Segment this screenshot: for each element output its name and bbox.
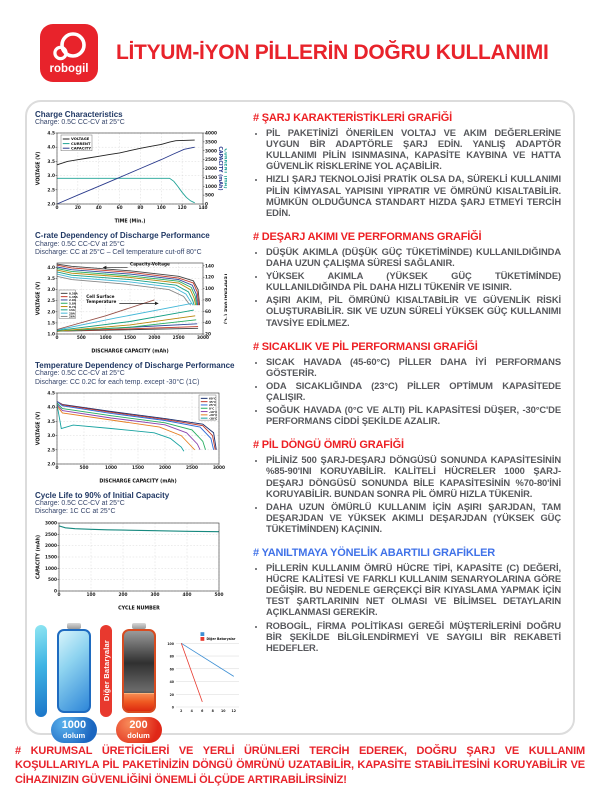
svg-text:4.0: 4.0 <box>47 146 55 152</box>
svg-text:60°C: 60°C <box>209 396 217 401</box>
svg-text:Capacity-Voltage: Capacity-Voltage <box>130 261 170 267</box>
svg-text:100: 100 <box>156 206 166 212</box>
svg-text:2000: 2000 <box>148 336 161 342</box>
svg-text:1000: 1000 <box>45 566 57 572</box>
section-5 <box>253 547 561 653</box>
svg-text:3000: 3000 <box>213 466 225 472</box>
svg-text:500: 500 <box>205 194 214 200</box>
svg-text:CYCLE NUMBER: CYCLE NUMBER <box>118 606 160 611</box>
depleted-battery-graphic <box>122 629 156 713</box>
svg-text:2500: 2500 <box>205 158 217 164</box>
footer-note: # KURUMSAL ÜRETİCİLERİ VE YERLİ ÜRÜNLERİ TERCİH EDEREK, DOĞRU ŞARJ VE KULLANIM KOŞULLARIYLA PİL PAKETİNİZİN DÖNGÜ ÖMRÜNÜ UZATABİLİR, KAPASİTE STABİLİTESİNİ KORUYABİLİR VE CİHAZINIZIN GÜVENLİĞİNİ ÖNEMLİ ÖLÇÜDE ARTIRABİLİRSİNİZ! <box>15 745 585 786</box>
svg-text:45°C: 45°C <box>209 399 217 404</box>
svg-text:20: 20 <box>74 206 81 212</box>
chart-title: C-rate Dependency of Discharge Performance <box>35 231 210 241</box>
cycle-life-chart <box>35 519 227 611</box>
svg-text:2.5: 2.5 <box>47 299 55 305</box>
svg-text:1.45A: 1.45A <box>69 295 78 300</box>
chart-subtitle: Charge: 0.5C CC-CV at 25°C <box>35 500 125 508</box>
svg-text:0: 0 <box>55 466 59 472</box>
svg-text:0: 0 <box>55 206 59 212</box>
svg-text:80: 80 <box>137 206 144 212</box>
chart-subtitle: Discharge: CC 0.2C for each temp. except -30°C (1C) <box>35 378 200 386</box>
svg-text:5.8A: 5.8A <box>69 301 76 306</box>
bullet-list <box>253 562 561 653</box>
low-charge-fill <box>124 693 154 711</box>
bullet-list <box>253 454 561 534</box>
svg-text:2500: 2500 <box>186 466 198 472</box>
svg-text:120: 120 <box>177 206 187 212</box>
svg-text:VOLTAGE: VOLTAGE <box>71 137 90 142</box>
svg-text:1500: 1500 <box>45 555 57 561</box>
svg-text:2.0: 2.0 <box>47 202 55 208</box>
chart-canvas <box>35 389 243 484</box>
chart-subtitle: Charge: 0.5C CC-CV at 25°C <box>35 370 125 378</box>
svg-text:1.5: 1.5 <box>47 321 55 327</box>
svg-text:CAPACITY: CAPACITY <box>71 146 92 151</box>
section-2 <box>253 231 561 328</box>
svg-text:CURRENT (mA): CURRENT (mA) <box>222 148 227 190</box>
svg-text:26A: 26A <box>69 314 75 319</box>
svg-text:1500: 1500 <box>124 336 136 342</box>
bullet-item: • AŞIRI AKIM, PİL ÖMRÜNÜ KISALTABİLİR VE GÜVENLİK RİSKİ OLUŞTURABİLİR. SIK VE UZUN SÜRELİ YÜKSEK GÜÇ KULLANIMI TAVSİYE EDİLMEZ. <box>266 294 561 327</box>
section-heading: # SICAKLIK VE PİL PERFORMANSI GRAFİĞİ <box>253 340 478 353</box>
chart-subtitle: Charge: 0.5C CC-CV at 25°C <box>35 240 125 248</box>
svg-text:3.0: 3.0 <box>47 288 55 294</box>
svg-text:60: 60 <box>116 206 123 212</box>
chart-title: Cycle Life to 90% of Initial Capacity <box>35 490 170 500</box>
battery-capsule-graphic <box>35 625 47 717</box>
good-cycles-value: 1000 <box>61 718 87 731</box>
svg-text:0.58A: 0.58A <box>69 291 78 296</box>
svg-text:0°C: 0°C <box>209 406 215 411</box>
section-3 <box>253 341 561 427</box>
chart-block-3 <box>35 491 243 611</box>
svg-text:4000: 4000 <box>205 131 217 137</box>
svg-text:6: 6 <box>201 708 204 713</box>
svg-text:100: 100 <box>167 641 174 646</box>
svg-text:0: 0 <box>205 202 208 208</box>
chart-canvas <box>35 259 243 354</box>
section-1 <box>253 112 561 218</box>
svg-text:4.5: 4.5 <box>47 131 55 137</box>
charts-column <box>35 110 243 740</box>
svg-text:-10°C: -10°C <box>209 409 218 414</box>
good-cycles-badge <box>51 717 97 744</box>
svg-text:500: 500 <box>79 466 89 472</box>
svg-text:TEMPERATURE (°C): TEMPERATURE (°C) <box>222 273 227 325</box>
header <box>0 0 600 88</box>
bullet-item: • DAHA UZUN ÖMÜRLÜ KULLANIM İÇİN AŞIRI ŞARJDAN, TAM DEŞARJDAN VE YÜKSEK AKIMLI DEŞARJDAN (YÜKSEK GÜÇ TÜKETİMİNDEN) KAÇININ. <box>266 501 561 534</box>
battery-cap <box>132 623 146 629</box>
svg-text:140: 140 <box>198 206 208 212</box>
chart-title: Temperature Dependency of Discharge Performance <box>35 361 235 371</box>
content-card <box>25 100 575 740</box>
section-heading: # YANILTMAYA YÖNELİK ABARTILI GRAFİKLER <box>253 547 495 559</box>
svg-text:1000: 1000 <box>105 466 117 472</box>
svg-text:VOLTAGE (V): VOLTAGE (V) <box>36 411 42 446</box>
svg-text:VOLTAGE (V): VOLTAGE (V) <box>36 281 42 316</box>
chart-subtitle: Charge: 0.5C CC-CV at 25°C <box>35 119 125 127</box>
svg-text:-20°C: -20°C <box>209 413 218 418</box>
bullet-item: • ODA SICAKLIĞINDA (23°C) PİLLER OPTİMUM KAPASİTEDE ÇALIŞIR. <box>266 380 561 402</box>
bad-cycles-value: 200 <box>129 718 148 731</box>
svg-text:25°C: 25°C <box>209 403 217 408</box>
svg-text:3.0: 3.0 <box>47 174 55 180</box>
svg-text:3500: 3500 <box>205 140 217 146</box>
good-cycles-unit: dolum <box>62 730 86 740</box>
temperature-discharge-chart <box>35 389 227 484</box>
svg-text:2000: 2000 <box>205 167 217 173</box>
svg-text:80: 80 <box>169 654 174 659</box>
svg-text:80: 80 <box>205 298 211 304</box>
bullet-item: • YÜKSEK AKIMLA (YÜKSEK GÜÇ TÜKETİMİNDE) KULLANILDIĞINDA PİL DAHA HIZLI TÜKENİR VE ISINIR. <box>266 270 561 292</box>
battery-cap <box>67 623 81 629</box>
full-battery-graphic <box>57 629 91 713</box>
chart-subtitle: Discharge: 1C CC at 25°C <box>35 508 116 516</box>
svg-text:20: 20 <box>205 332 211 338</box>
text-column <box>243 110 563 727</box>
svg-text:0: 0 <box>54 589 57 595</box>
svg-text:60: 60 <box>169 666 174 671</box>
cycle-comparison-mini-chart <box>165 629 243 722</box>
svg-text:2: 2 <box>180 708 183 713</box>
bullet-item: • ROBOGİL, FİRMA POLİTİKASI GEREĞİ MÜŞTERİLERİNİ DOĞRU BİR ŞEKİLDE BİLGİLENDİRMEYİ VE SAYGILI BİR REKABETİ HEDEFLER. <box>266 620 561 653</box>
svg-text:2.0: 2.0 <box>47 462 55 468</box>
svg-text:3000: 3000 <box>45 521 57 527</box>
other-battery <box>115 623 162 744</box>
chart-canvas <box>35 129 243 224</box>
bullet-item: • PİL PAKETİNİZİ ÖNERİLEN VOLTAJ VE AKIM DEĞERLERİNE UYGUN BİR ADAPTÖRLE ŞARJ EDİN. YANLIŞ ADAPTÖR KULLANIMI PİLİN ISINMASINA, KAPASİTE KAYBINA VE HATTA GÜVENLİK RİSKLERİNE YOL AÇABİLİR. <box>266 127 561 171</box>
svg-text:3000: 3000 <box>197 336 209 342</box>
svg-text:-30°C: -30°C <box>209 416 218 421</box>
svg-text:VOLTAGE (V): VOLTAGE (V) <box>36 152 42 186</box>
chart-title: Charge Characteristics <box>35 110 123 119</box>
svg-text:500: 500 <box>214 592 224 598</box>
svg-text:3.5: 3.5 <box>47 277 55 283</box>
robogil-battery <box>50 623 97 744</box>
svg-text:500: 500 <box>76 336 86 342</box>
svg-text:500: 500 <box>48 577 57 583</box>
svg-text:40: 40 <box>205 321 211 327</box>
c-rate-discharge-chart <box>35 259 227 354</box>
svg-text:3.0: 3.0 <box>47 434 55 440</box>
svg-text:40: 40 <box>169 679 174 684</box>
svg-text:2.5: 2.5 <box>47 448 55 454</box>
svg-text:20A: 20A <box>69 311 75 316</box>
svg-text:TIME (Min.): TIME (Min.) <box>114 219 146 225</box>
svg-text:140: 140 <box>205 264 214 270</box>
battery-comparison-illustration <box>35 623 243 744</box>
bad-cycles-unit: dolum <box>127 730 150 740</box>
svg-text:120: 120 <box>205 275 214 281</box>
svg-text:Diğer Bataryalar: Diğer Bataryalar <box>206 636 236 641</box>
svg-text:2500: 2500 <box>45 532 57 538</box>
svg-text:200: 200 <box>118 592 128 598</box>
svg-text:0: 0 <box>171 705 174 710</box>
chart-block-2 <box>35 361 243 484</box>
svg-text:4: 4 <box>190 708 193 713</box>
svg-text:3000: 3000 <box>205 149 217 155</box>
svg-text:CAPACITY (mAh): CAPACITY (mAh) <box>216 146 222 192</box>
bullet-item: • PİLLERİN KULLANIM ÖMRÜ HÜCRE TİPİ, KAPASİTE (C) DEĞERİ, HÜCRE KALİTESİ VE FARKLI KULLANIM SENARYOLARINA GÖRE DEĞİŞİR. BU NEDENLE GERÇEKÇİ BİR KIYASLAMA YAPMAK İÇİN TEST ŞARTLARININ NET OLMASI VE BİLİMSEL DETAYLARIN AÇIKLANMASI GEREKİR. <box>266 562 561 617</box>
svg-text:1000: 1000 <box>99 336 112 342</box>
svg-text:1.0: 1.0 <box>47 332 55 338</box>
svg-text:CAPACITY (mAh): CAPACITY (mAh) <box>36 534 42 579</box>
bullet-item: • SICAK HAVADA (45-60°C) PİLLER DAHA İYİ PERFORMANS GÖSTERİR. <box>266 356 561 378</box>
svg-text:2000: 2000 <box>159 466 171 472</box>
section-heading: # PİL DÖNGÜ ÖMRÜ GRAFİĞİ <box>253 439 404 452</box>
bad-cycles-badge <box>116 717 162 744</box>
svg-text:12: 12 <box>231 708 236 713</box>
chart-canvas <box>35 519 243 611</box>
svg-text:8.7A: 8.7A <box>69 304 76 309</box>
bullet-list <box>253 127 561 218</box>
svg-text:Cell Surface: Cell Surface <box>86 294 115 300</box>
bullet-item: • PİLİNİZ 500 ŞARJ-DEŞARJ DÖNGÜSÜ SONUNDA KAPASİTESİNİN %85-90'INI KORUYABİLİR. KALİTELİ HÜCRELER 1000 ŞARJ-DEŞARJ DÖNGÜSÜ SONUNDA BİLE KAPASİTESİNİN %70-80'İNİ KORUYABİLİR. BUNDAN SONRA PİL ÖMRÜ HIZLA TÜKENİR. <box>266 454 561 498</box>
chart-block-0 <box>35 110 243 224</box>
svg-text:300: 300 <box>150 592 160 598</box>
svg-text:1500: 1500 <box>205 176 217 182</box>
robogil-logo <box>40 24 98 82</box>
svg-text:4.5: 4.5 <box>47 391 55 397</box>
svg-text:100: 100 <box>205 287 214 293</box>
svg-text:8: 8 <box>211 708 214 713</box>
svg-text:13A: 13A <box>69 308 75 313</box>
svg-text:0: 0 <box>57 592 61 598</box>
svg-text:CURRENT: CURRENT <box>71 142 91 147</box>
svg-text:4.0: 4.0 <box>47 266 55 272</box>
svg-text:1000: 1000 <box>205 185 217 191</box>
svg-text:Temperature: Temperature <box>86 299 117 305</box>
chart-block-1 <box>35 231 243 354</box>
svg-text:2.0: 2.0 <box>47 310 55 316</box>
bullet-item: • SOĞUK HAVADA (0°C VE ALTI) PİL KAPASİTESİ DÜŞER, -30°C'DE PERFORMANS CİDDİ ŞEKİLDE AZALIR. <box>266 404 561 426</box>
svg-text:60: 60 <box>205 309 211 315</box>
svg-text:20: 20 <box>169 692 174 697</box>
bullet-item: • DÜŞÜK AKIMLA (DÜŞÜK GÜÇ TÜKETİMİNDE) KULLANILDIĞINDA DAHA UZUN ÇALIŞMA SÜRESİ SAĞLANIR. <box>266 246 561 268</box>
svg-text:2000: 2000 <box>45 543 57 549</box>
bullet-list <box>253 356 561 427</box>
bullet-item: • HIZLI ŞARJ TEKNOLOJİSİ PRATİK OLSA DA, SÜREKLİ KULLANIMI PİLİN KİMYASAL YAPISINI YIPRATIR VE ÖMRÜNÜ KISALTABİLİR. MÜMKÜN OLDUĞUNCA STANDART HIZDA ŞARJ ETMEYİ TERCİH EDİN. <box>266 173 561 217</box>
svg-text:40: 40 <box>95 206 102 212</box>
svg-text:2.9A: 2.9A <box>69 298 76 303</box>
svg-text:DISCHARGE CAPACITY (mAh): DISCHARGE CAPACITY (mAh) <box>99 479 177 484</box>
cycle-comparison-mini-chart <box>165 629 243 717</box>
page-title: LİTYUM-İYON PİLLERİN DOĞRU KULLANIMI <box>116 40 549 64</box>
chart-subtitle: Discharge: CC at 25°C – Cell temperature cut-off 80°C <box>35 248 202 256</box>
svg-text:100: 100 <box>86 592 96 598</box>
svg-text:10: 10 <box>221 708 226 713</box>
charge-characteristics-chart <box>35 129 227 224</box>
other-batteries-label: Diğer Bataryalar <box>101 640 111 702</box>
other-batteries-strip <box>100 625 112 717</box>
svg-text:3.5: 3.5 <box>47 419 55 425</box>
section-4 <box>253 439 561 534</box>
bullet-list <box>253 246 561 328</box>
svg-text:1500: 1500 <box>132 466 144 472</box>
svg-text:3.5: 3.5 <box>47 160 55 166</box>
svg-text:DISCHARGE CAPACITY (mAh): DISCHARGE CAPACITY (mAh) <box>91 349 169 355</box>
svg-text:400: 400 <box>182 592 192 598</box>
logo-wordmark: robogil <box>49 63 89 75</box>
svg-text:2.5: 2.5 <box>47 188 55 194</box>
section-heading: # ŞARJ KARAKTERİSTİKLERİ GRAFİĞİ <box>253 112 452 124</box>
svg-text:2500: 2500 <box>172 336 185 342</box>
section-heading: # DEŞARJ AKIMI VE PERFORMANS GRAFİĞİ <box>253 230 482 243</box>
svg-text:0: 0 <box>55 336 59 342</box>
svg-text:4.0: 4.0 <box>47 405 55 411</box>
